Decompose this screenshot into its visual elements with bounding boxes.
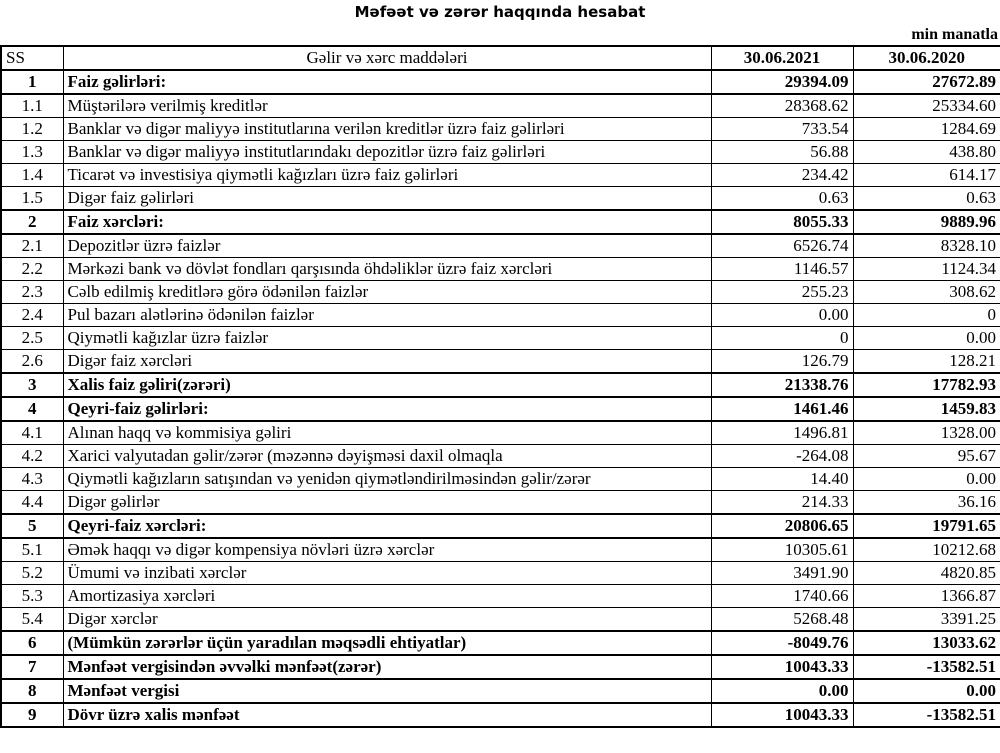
table-row [1,397,1000,421]
item-label-cell: Digər xərclər [63,608,711,632]
value-2020-cell: 13033.62 [853,631,1000,655]
item-label-cell: Qeyri-faiz gəlirləri: [63,397,711,421]
table-row [1,373,1000,397]
income-statement-table [0,45,1000,728]
item-label-cell: Qeyri-faiz xərcləri: [63,514,711,538]
item-label-cell: Banklar və digər maliyyə institutlarına verilən kreditlər üzrə faiz gəlirləri [63,118,711,141]
value-2020-cell: 17782.93 [853,373,1000,397]
value-2020-cell: 36.16 [853,491,1000,515]
item-label-cell: Digər faiz gəlirləri [63,187,711,211]
item-label-cell: Ticarət və investisiya qiymətli kağızları üzrə faiz gəlirləri [63,164,711,187]
item-label-cell: Cəlb edilmiş kreditlərə görə ödənilən faizlər [63,281,711,304]
table-header-row [1,46,1000,70]
value-2021-cell: 1146.57 [711,258,853,281]
value-2021-cell: 14.40 [711,468,853,491]
value-2020-cell: 0.63 [853,187,1000,211]
table-row [1,187,1000,211]
item-label-cell: Amortizasiya xərcləri [63,585,711,608]
value-2020-cell: 95.67 [853,445,1000,468]
row-number-cell: 4.3 [1,468,63,491]
value-2021-cell: -8049.76 [711,631,853,655]
table-row [1,258,1000,281]
row-number-cell: 1.2 [1,118,63,141]
item-label-cell: Müştərilərə verilmiş kreditlər [63,94,711,118]
row-number-cell: 2.3 [1,281,63,304]
value-2020-cell: 9889.96 [853,210,1000,234]
table-row [1,491,1000,515]
row-number-cell: 2.6 [1,350,63,374]
row-number-cell: 1.1 [1,94,63,118]
value-2020-cell: 19791.65 [853,514,1000,538]
table-row [1,514,1000,538]
value-2021-cell: 29394.09 [711,70,853,94]
value-2020-cell: 4820.85 [853,562,1000,585]
item-label-cell: Banklar və digər maliyyə institutlarındakı depozitlər üzrə faiz gəlirləri [63,141,711,164]
row-number-cell: 2.4 [1,304,63,327]
row-number-cell: 4 [1,397,63,421]
table-row [1,421,1000,445]
value-2021-cell: 234.42 [711,164,853,187]
value-2020-cell: 25334.60 [853,94,1000,118]
value-2021-cell: 126.79 [711,350,853,374]
item-label-cell: Alınan haqq və kommisiya gəliri [63,421,711,445]
value-2020-cell: 0.00 [853,679,1000,703]
value-2020-cell: 1459.83 [853,397,1000,421]
header-period-2020: 30.06.2020 [853,46,1000,70]
value-2021-cell: 10043.33 [711,703,853,727]
row-number-cell: 2.1 [1,234,63,258]
value-2020-cell: 27672.89 [853,70,1000,94]
item-label-cell: Pul bazarı alətlərinə ödənilən faizlər [63,304,711,327]
table-row [1,468,1000,491]
row-number-cell: 1.4 [1,164,63,187]
value-2021-cell: 3491.90 [711,562,853,585]
row-number-cell: 9 [1,703,63,727]
table-row [1,281,1000,304]
value-2020-cell: 8328.10 [853,234,1000,258]
unit-note: min manatla [911,26,998,43]
value-2020-cell: 614.17 [853,164,1000,187]
value-2021-cell: 0.00 [711,304,853,327]
table-row [1,585,1000,608]
value-2020-cell: -13582.51 [853,655,1000,679]
value-2020-cell: 0.00 [853,468,1000,491]
row-number-cell: 4.2 [1,445,63,468]
row-number-cell: 8 [1,679,63,703]
table-row [1,304,1000,327]
value-2020-cell: 1366.87 [853,585,1000,608]
value-2021-cell: 20806.65 [711,514,853,538]
value-2021-cell: 8055.33 [711,210,853,234]
row-number-cell: 3 [1,373,63,397]
row-number-cell: 5.3 [1,585,63,608]
row-number-cell: 5 [1,514,63,538]
table-row [1,94,1000,118]
item-label-cell: Faiz xərcləri: [63,210,711,234]
table-row [1,655,1000,679]
value-2021-cell: 56.88 [711,141,853,164]
value-2020-cell: 1328.00 [853,421,1000,445]
item-label-cell: Digər faiz xərcləri [63,350,711,374]
table-row [1,210,1000,234]
value-2021-cell: 28368.62 [711,94,853,118]
item-label-cell: Digər gəlirlər [63,491,711,515]
value-2020-cell: 1284.69 [853,118,1000,141]
value-2020-cell: 10212.68 [853,538,1000,562]
value-2020-cell: 438.80 [853,141,1000,164]
table-row [1,679,1000,703]
value-2021-cell: 0.00 [711,679,853,703]
value-2021-cell: 6526.74 [711,234,853,258]
item-label-cell: Qiymətli kağızlar üzrə faizlər [63,327,711,350]
item-label-cell: Əmək haqqı və digər kompensiya növləri üzrə xərclər [63,538,711,562]
item-label-cell: Qiymətli kağızların satışından və yenidən qiymətləndirilməsindən gəlir/zərər [63,468,711,491]
table-row [1,327,1000,350]
item-label-cell: Xarici valyutadan gəlir/zərər (məzənnə dəyişməsi daxil olmaqla [63,445,711,468]
value-2021-cell: 0.63 [711,187,853,211]
row-number-cell: 7 [1,655,63,679]
row-number-cell: 5.4 [1,608,63,632]
table-row [1,445,1000,468]
value-2021-cell: 214.33 [711,491,853,515]
item-label-cell: Dövr üzrə xalis mənfəət [63,703,711,727]
value-2021-cell: 1461.46 [711,397,853,421]
row-number-cell: 6 [1,631,63,655]
value-2020-cell: 1124.34 [853,258,1000,281]
item-label-cell: Mərkəzi bank və dövlət fondları qarşısında öhdəliklər üzrə faiz xərcləri [63,258,711,281]
table-row [1,118,1000,141]
value-2021-cell: 255.23 [711,281,853,304]
item-label-cell: Xalis faiz gəliri(zərəri) [63,373,711,397]
row-number-cell: 4.1 [1,421,63,445]
row-number-cell: 1.3 [1,141,63,164]
value-2021-cell: 21338.76 [711,373,853,397]
table-row [1,70,1000,94]
value-2021-cell: 733.54 [711,118,853,141]
value-2020-cell: 128.21 [853,350,1000,374]
value-2021-cell: 10043.33 [711,655,853,679]
item-label-cell: Mənfəət vergisindən əvvəlki mənfəət(zərər) [63,655,711,679]
table-row [1,608,1000,632]
header-period-2021: 30.06.2021 [711,46,853,70]
header-ss: SS [1,46,63,70]
item-label-cell: Depozitlər üzrə faizlər [63,234,711,258]
row-number-cell: 2.5 [1,327,63,350]
row-number-cell: 1 [1,70,63,94]
table-row [1,631,1000,655]
item-label-cell: Faiz gəlirləri: [63,70,711,94]
value-2020-cell: 3391.25 [853,608,1000,632]
value-2021-cell: 1740.66 [711,585,853,608]
value-2020-cell: 0 [853,304,1000,327]
value-2020-cell: -13582.51 [853,703,1000,727]
item-label-cell: Ümumi və inzibati xərclər [63,562,711,585]
table-row [1,703,1000,727]
row-number-cell: 1.5 [1,187,63,211]
value-2021-cell: 0 [711,327,853,350]
row-number-cell: 4.4 [1,491,63,515]
value-2021-cell: 5268.48 [711,608,853,632]
table-body [1,70,1000,727]
row-number-cell: 2 [1,210,63,234]
row-number-cell: 5.2 [1,562,63,585]
table-row [1,234,1000,258]
value-2020-cell: 308.62 [853,281,1000,304]
item-label-cell: (Mümkün zərərlər üçün yaradılan məqsədli ehtiyatlar) [63,631,711,655]
row-number-cell: 2.2 [1,258,63,281]
page-title: Məfəət və zərər haqqında hesabat [354,3,646,21]
value-2021-cell: 10305.61 [711,538,853,562]
value-2020-cell: 0.00 [853,327,1000,350]
value-2021-cell: -264.08 [711,445,853,468]
value-2021-cell: 1496.81 [711,421,853,445]
table-row [1,350,1000,374]
row-number-cell: 5.1 [1,538,63,562]
table-row [1,164,1000,187]
item-label-cell: Mənfəət vergisi [63,679,711,703]
header-items: Gəlir və xərc maddələri [63,46,711,70]
table-row [1,141,1000,164]
table-row [1,538,1000,562]
table-row [1,562,1000,585]
